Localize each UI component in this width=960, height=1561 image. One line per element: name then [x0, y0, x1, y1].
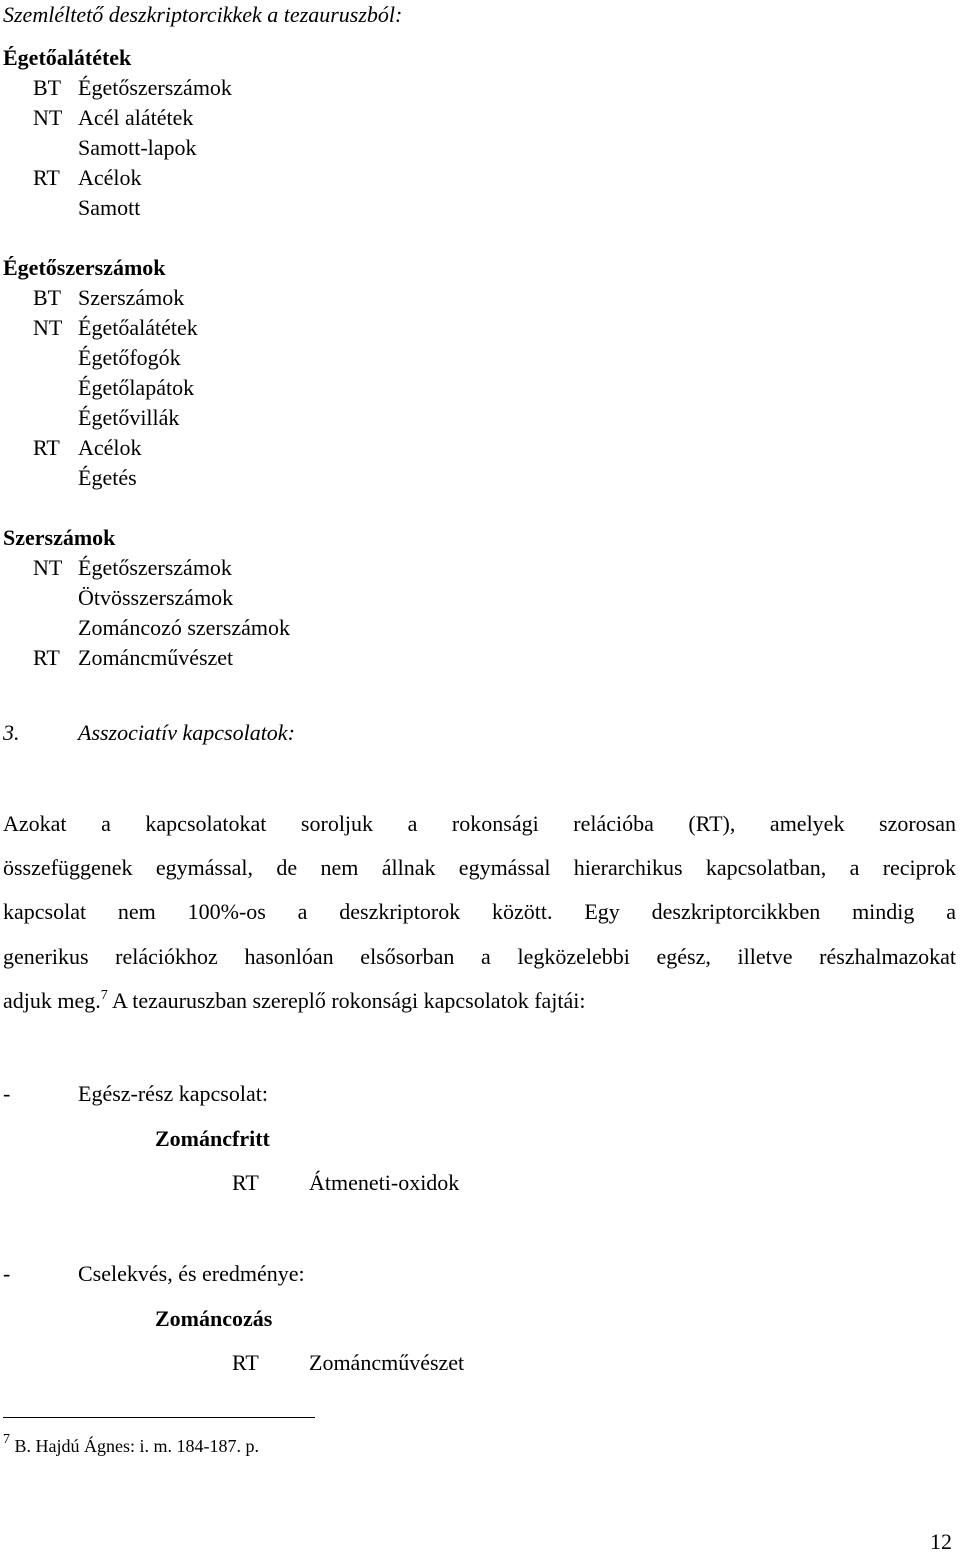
related-term: Átmeneti-oxidok — [309, 1170, 460, 1195]
intro-heading: Szemléltető deszkriptorcikkek a tezauruszból: — [3, 2, 403, 27]
relation-term: Égetőszerszámok — [78, 555, 232, 580]
relation-code: RT — [232, 1170, 259, 1195]
relation-term: Égetőalátétek — [78, 315, 198, 340]
relation-code: RT — [33, 435, 60, 460]
relation-code: BT — [33, 75, 62, 100]
entry-term: Égetőalátétek — [3, 45, 132, 70]
relation-term: Zománcművészet — [78, 645, 234, 670]
relation-code: NT — [33, 555, 63, 580]
relation-type-label: Cselekvés, és eredménye: — [78, 1261, 305, 1286]
relation-term: Acélok — [78, 435, 142, 460]
relation-term: Samott — [78, 195, 141, 220]
paragraph-line: kapcsolat nem 100%-os a deszkriptorok között. Egy deszkriptorcikkben mindig a — [3, 899, 956, 924]
relation-term: Égetőszerszámok — [78, 75, 232, 100]
paragraph-text: adjuk meg. — [3, 988, 101, 1013]
relation-code: RT — [33, 645, 60, 670]
relation-term: Égetővillák — [78, 405, 180, 430]
example-term: Zománcfritt — [155, 1126, 270, 1151]
paragraph-line: összefüggenek egymással, de nem állnak egymással hierarchikus kapcsolatban, a reciprok — [3, 855, 956, 880]
relation-term: Zománcozó szerszámok — [78, 615, 290, 640]
entry-term: Szerszámok — [3, 525, 116, 550]
relation-code: RT — [33, 165, 60, 190]
related-term: Zománcművészet — [309, 1350, 465, 1375]
relation-term: Ötvösszerszámok — [78, 585, 234, 610]
relation-term: Acél alátétek — [78, 105, 194, 130]
footnote-separator — [3, 1417, 315, 1418]
footnote-number: 7 — [3, 1432, 10, 1447]
relation-term: Acélok — [78, 165, 142, 190]
section-title: Asszociatív kapcsolatok: — [78, 720, 295, 745]
list-dash: - — [3, 1081, 11, 1106]
relation-term: Samott-lapok — [78, 135, 197, 160]
relation-type-label: Egész-rész kapcsolat: — [78, 1081, 268, 1106]
relation-term: Égetőlapátok — [78, 375, 195, 400]
paragraph-line: generikus relációkhoz hasonlóan elsősorban a legközelebbi egész, illetve részhalmazokat — [3, 944, 956, 969]
relation-term: Égetés — [78, 465, 137, 490]
relation-code: NT — [33, 315, 63, 340]
relation-code: RT — [232, 1350, 259, 1375]
section-number: 3. — [3, 720, 20, 745]
paragraph-last-line — [3, 990, 586, 1012]
relation-code: BT — [33, 285, 62, 310]
page-number: 12 — [930, 1529, 952, 1554]
entry-term: Égetőszerszámok — [3, 255, 166, 280]
relation-term: Égetőfogók — [78, 345, 181, 370]
footnote — [3, 1432, 259, 1456]
relation-term: Szerszámok — [78, 285, 185, 310]
list-dash: - — [3, 1261, 11, 1286]
footnote-text: B. Hajdú Ágnes: i. m. 184-187. p. — [10, 1436, 259, 1456]
example-term: Zománcozás — [155, 1306, 273, 1331]
paragraph-line: Azokat a kapcsolatokat soroljuk a rokonsági relációba (RT), amelyek szorosan — [3, 811, 956, 836]
paragraph-text: A tezauruszban szereplő rokonsági kapcsolatok fajtái: — [107, 988, 586, 1013]
relation-code: NT — [33, 105, 63, 130]
footnote-reference[interactable]: 7 — [100, 988, 108, 1003]
